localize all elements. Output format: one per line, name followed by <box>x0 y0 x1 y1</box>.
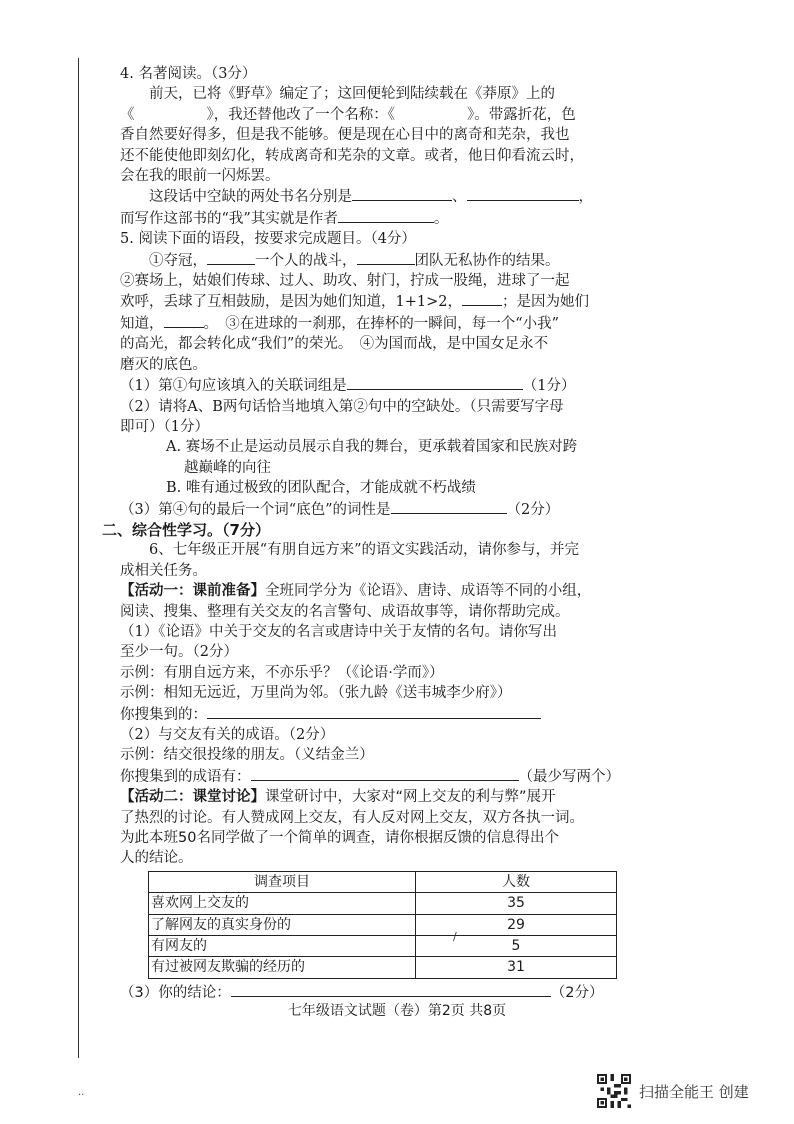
q6-line: 你搜集到的成语有： （最少写两个） <box>120 766 668 787</box>
q6-line: 你搜集到的： <box>120 704 668 725</box>
answer-blank[interactable] <box>251 766 519 781</box>
q5-line: ②赛场上，姑娘们传球、过人、助攻、射门，拧成一股绳，进球了一起 <box>120 273 570 290</box>
table-cell: 35 <box>416 893 617 914</box>
q6-line: 为此本班50名同学做了一个简单的调查，请你根据反馈的信息得出个 <box>120 830 559 847</box>
q6-line: 6、七年级正开展“有朋自远方来”的语文实践活动，请你参与，并完 <box>149 542 580 559</box>
activity-label: 【活动二：课堂讨论】 <box>120 789 265 806</box>
answer-blank[interactable] <box>231 982 551 997</box>
scanner-watermark <box>597 1074 749 1108</box>
answer-blank[interactable] <box>391 499 507 514</box>
answer-blank[interactable] <box>462 291 502 306</box>
q5-line: 的高光，都会转化成“我们”的荣光。 ④为国而战，是中国女足永不 <box>120 336 549 353</box>
table-cell: 喜欢网上交友的 <box>149 893 416 914</box>
answer-blank[interactable] <box>347 375 523 390</box>
qr-code-icon <box>597 1074 631 1108</box>
q5-sub2: （2）请将A、B两句话恰当地填入第②句中的空缺处。（只需要写字母 <box>120 398 564 415</box>
answer-blank[interactable] <box>467 186 579 201</box>
exam-page-content <box>102 64 668 1003</box>
q4-line: 前天，已将《野草》编定了；这回便轮到陆续载在《莽原》上的 <box>149 86 555 103</box>
page-footer: 七年级语文试题（卷）第2页 共8页 <box>287 1003 507 1019</box>
answer-blank[interactable] <box>207 704 541 719</box>
table-row <box>149 936 617 957</box>
option-a: A. 赛场不止是运动员展示自我的舞台，更承载着国家和民族对跨 <box>166 439 578 456</box>
example: 示例：结交很投缘的朋友。（义结金兰） <box>120 747 374 764</box>
table-header: 人数 <box>416 871 617 892</box>
q4-line: 《 》，我还替他改了一个名称：《 》。带露折花，色 <box>120 106 576 123</box>
q5-sub3: （3）第④句的最后一个词“底色”的词性是 （2分） <box>120 499 668 520</box>
survey-table <box>148 871 617 979</box>
q4-line: 这段话中空缺的两处书名分别是 、 ， <box>120 186 668 207</box>
q5-line: 知道， 。 ③在进球的一刹那，在捧杯的一瞬间，每一个“小我” <box>120 313 668 334</box>
table-cell: 31 <box>416 957 617 978</box>
option-b: B. 唯有通过极致的团队配合，才能成就不朽战绩 <box>166 480 476 497</box>
table-header-row <box>149 871 617 892</box>
q6-line: 【活动二：课堂讨论】课堂研讨中，大家对“网上交友的利与弊”展开 <box>120 789 556 806</box>
pen-mark: / <box>453 930 457 943</box>
q4-line: 而写作这部书的“我”其实就是作者 。 <box>120 208 668 229</box>
q4-line: 还不能使他即刻幻化，转成离奇和芜杂的文章。或者，他日仰看流云时， <box>120 147 584 164</box>
q5-sub1: （1）第①句应该填入的关联词组是 （1分） <box>120 375 668 396</box>
table-cell: 29 <box>416 914 617 935</box>
q6-line: 成相关任务。 <box>120 562 207 579</box>
answer-blank[interactable] <box>207 250 255 265</box>
table-row <box>149 957 617 978</box>
q6-line: 至少一句。（2分） <box>120 644 238 661</box>
q6-line: 【活动一：课前准备】全班同学分为《论语》、唐诗、成语等不同的小组， <box>120 583 592 600</box>
table-cell: 了解网友的真实身份的 <box>149 914 416 935</box>
table-row <box>149 893 617 914</box>
q5-sub2: 即可）（1分） <box>120 418 209 435</box>
q5-line: 欢呼，丢球了互相鼓励，是因为她们知道，1+1>2， ；是因为她们 <box>120 291 668 312</box>
option-a: 越巅峰的向往 <box>184 459 271 476</box>
q6-line: （2）与交友有关的成语。（2分） <box>120 727 335 743</box>
q4-heading: 4. 名著阅读。（3分） <box>120 66 257 82</box>
example: 示例：有朋自远方来，不亦乐乎？（《论语·学而》） <box>120 664 444 681</box>
q6-line: （1）《论语》中关于交友的名言或唐诗中关于友情的名句。请你写出 <box>120 623 557 640</box>
q5-line: 磨灭的底色。 <box>120 356 207 373</box>
activity-label: 【活动一：课前准备】 <box>120 583 265 600</box>
q5-heading: 5. 阅读下面的语段，按要求完成题目。（4分） <box>120 231 416 248</box>
answer-blank[interactable] <box>338 208 434 223</box>
q6-line: 阅读、搜集、整理有关交友的名言警句、成语故事等，请你帮助完成。 <box>120 603 570 620</box>
answer-blank[interactable] <box>357 250 415 265</box>
q6-line: 人的结论。 <box>120 850 193 867</box>
table-cell: 有过被网友欺骗的经历的 <box>149 957 416 978</box>
answer-blank[interactable] <box>352 186 452 201</box>
q4-line: 香自然要好得多，但是我不能够。便是现在心目中的离奇和芜杂，我也 <box>120 127 570 144</box>
margin-mark: ·· <box>78 1090 85 1101</box>
table-row <box>149 914 617 935</box>
table-cell: 5 <box>416 936 617 957</box>
table-cell: 有网友的 <box>149 936 416 957</box>
table-header: 调查项目 <box>149 871 416 892</box>
example: 示例：相知无远近，万里尚为邻。（张九龄《送韦城李少府》） <box>120 685 512 702</box>
q5-line: ①夺冠， 一个人的战斗， 团队无私协作的结果。 <box>120 250 668 271</box>
q6-line: 了热烈的讨论。有人赞成网上交友，有人反对网上交友，双方各执一词。 <box>120 809 584 826</box>
answer-blank[interactable] <box>164 313 204 328</box>
margin-rule <box>78 58 79 1058</box>
q6-line: （3）你的结论： （2分） <box>120 982 668 1003</box>
watermark-text: 扫描全能王 创建 <box>639 1082 749 1101</box>
section-title: 二、综合性学习。（7分） <box>102 520 270 539</box>
q4-line: 会在我的眼前一闪烁罢。 <box>120 168 280 185</box>
